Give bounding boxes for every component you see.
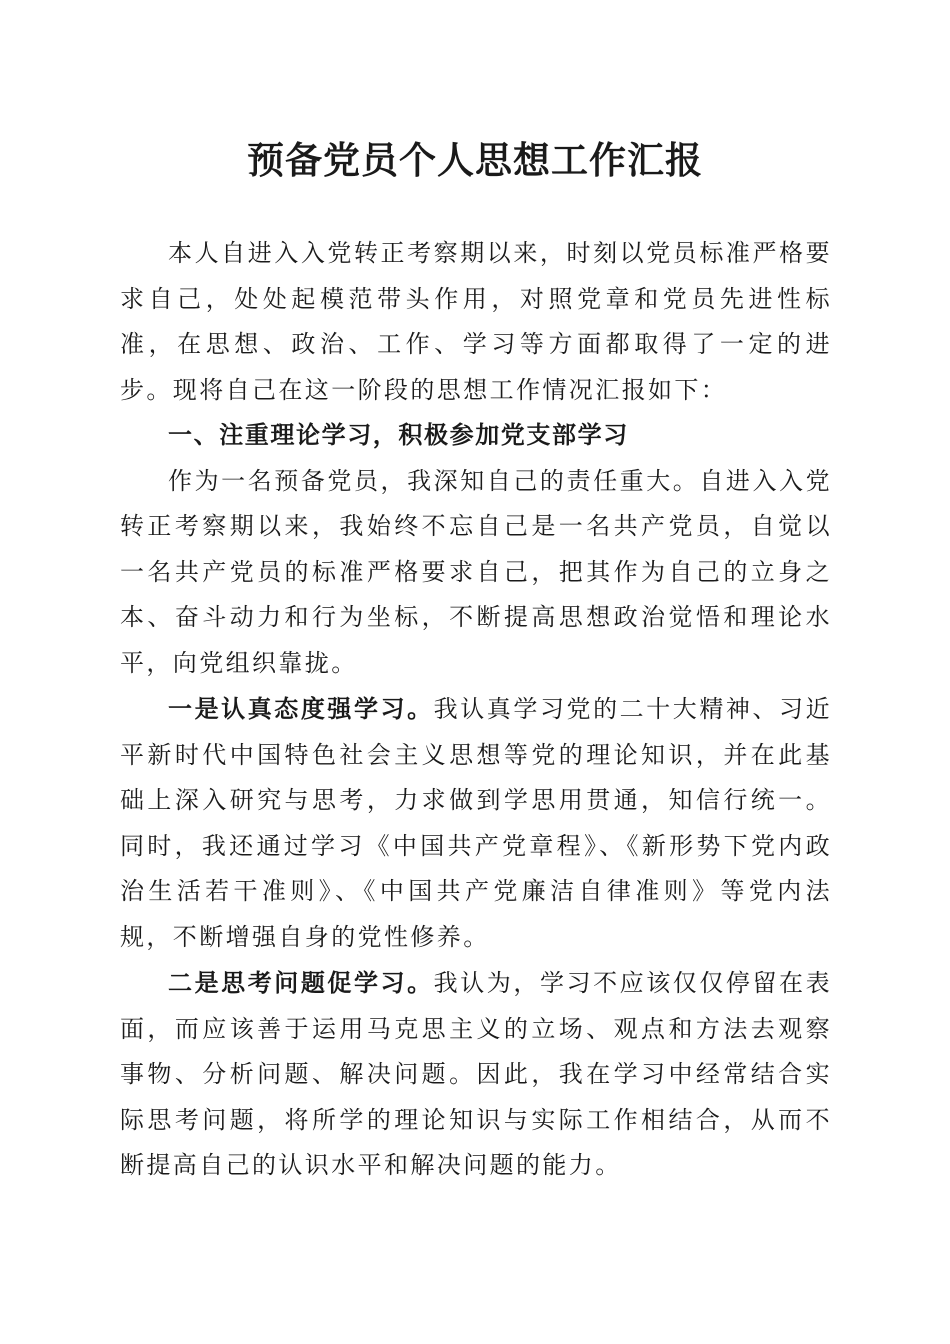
point-paragraph-2 (120, 960, 832, 1189)
intro-paragraph: 本人自进入入党转正考察期以来，时刻以党员标准严格要求自己，处处起模范带头作用，对照党章和党员先进性标准，在思想、政治、工作、学习等方面都取得了一定的进步。现将自己在这一阶段的思想工作情况汇报如下： (120, 239, 832, 404)
point-lead-2: 二是思考问题促学习。 (168, 968, 434, 997)
point-text-2: 我认为，学习不应该仅仅停留在表面，而应该善于运用马克思主义的立场、观点和方法去观察事物、分析问题、解决问题。因此，我在学习中经常结合实际思考问题，将所学的理论知识与实际工作相结合，从而不断提高自己的认识水平和解决问题的能力。 (120, 969, 833, 1179)
section-heading: 一、注重理论学习，积极参加党支部学习 (168, 421, 629, 449)
document-title: 预备党员个人思想工作汇报 (247, 138, 703, 182)
point-text-1: 我认真学习党的二十大精神、习近平新时代中国特色社会主义思想等党的理论知识，并在此基础上深入研究与思考，力求做到学思用贯通，知信行统一。同时，我还通过学习《中国共产党章程》、《新形势下党内政治生活若干准则》、《中国共产党廉洁自律准则》等党内法规，不断增强自身的党性修养。 (120, 695, 833, 951)
point-lead-1: 一是认真态度强学习。 (168, 694, 434, 723)
point-paragraph-1 (120, 686, 832, 960)
document-body (120, 231, 832, 1189)
section-paragraph: 作为一名预备党员，我深知自己的责任重大。自进入入党转正考察期以来，我始终不忘自己是一名共产党员，自觉以一名共产党员的标准严格要求自己，把其作为自己的立身之本、奋斗动力和行为坐标，不断提高思想政治觉悟和理论水平，向党组织靠拢。 (120, 466, 832, 677)
